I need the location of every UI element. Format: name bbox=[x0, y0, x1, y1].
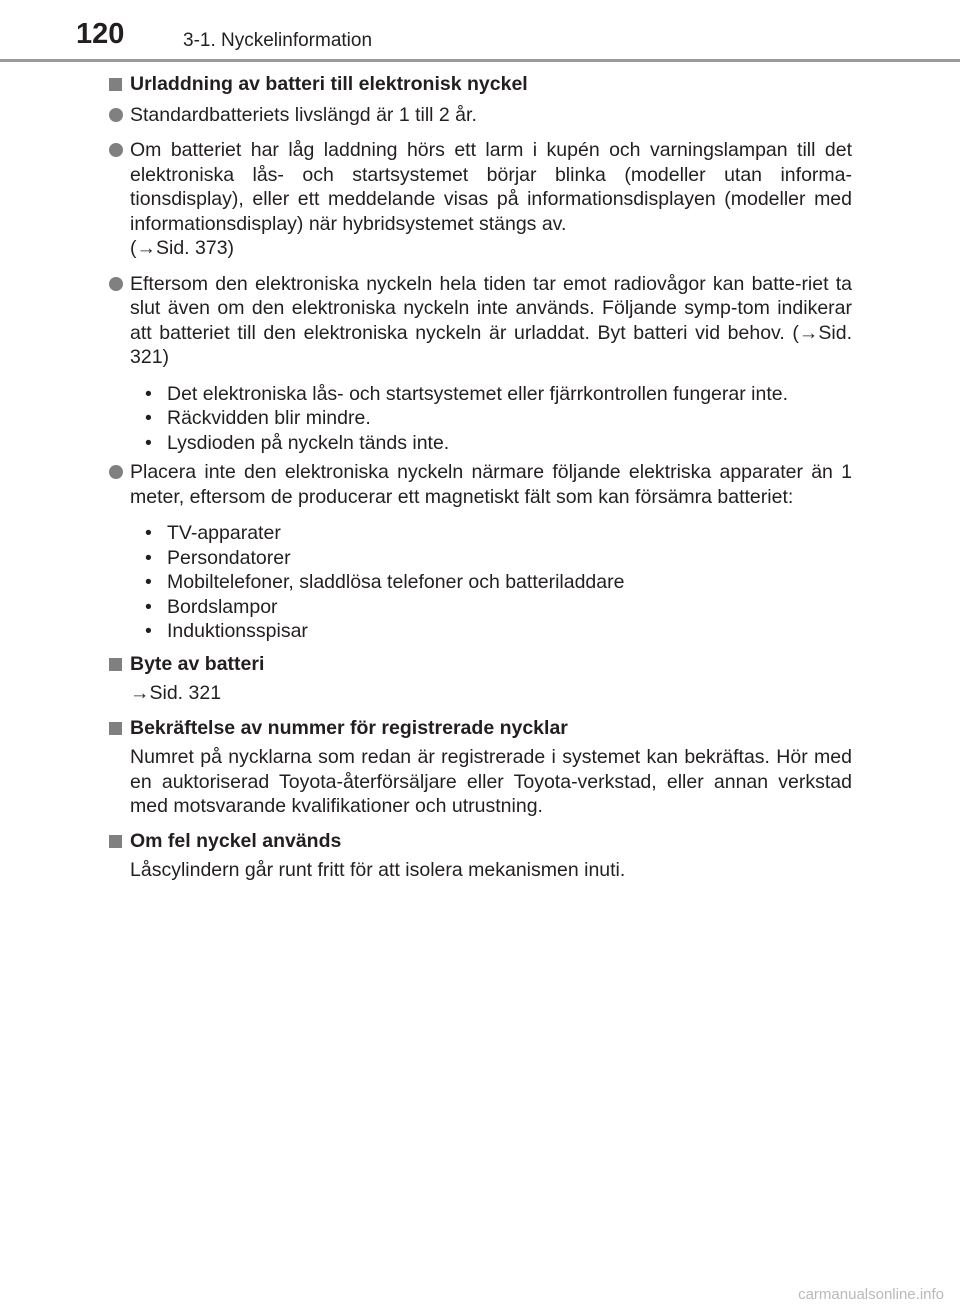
section-heading-text: Urladdning av batteri till elektronisk nyckel bbox=[130, 73, 528, 95]
bullet-icon: • bbox=[145, 571, 152, 593]
list-item: • Induktionsspisar bbox=[145, 620, 308, 642]
square-bullet-icon bbox=[109, 658, 122, 671]
section-heading-text: Byte av batteri bbox=[130, 652, 265, 675]
list-item: • Lysdioden på nyckeln tänds inte. bbox=[145, 431, 450, 454]
list-item: • Det elektroniska lås- och startsystemet eller fjärrkontrollen fungerar inte. bbox=[145, 382, 789, 405]
bullet-icon: • bbox=[145, 431, 152, 454]
section-body: Numret på nycklarna som redan är registrerade i systemet kan bekräftas. Hör med en auktoriserad Toyota-återförsäljare eller Toyota-verkstad, eller annan verkstad med motsvarande kvalifikationer och utrustning. bbox=[130, 746, 852, 817]
square-bullet-icon bbox=[109, 78, 122, 91]
section-body: Låscylindern går runt fritt för att isolera mekanismen inuti. bbox=[130, 859, 626, 881]
list-item bbox=[109, 138, 852, 261]
list-item: • Mobiltelefoner, sladdlösa telefoner och batteriladdare bbox=[145, 571, 625, 593]
section-heading-confirm bbox=[109, 716, 852, 741]
section-heading-replace bbox=[109, 652, 852, 677]
circle-bullet-icon bbox=[109, 465, 123, 479]
watermark: carmanualsonline.info bbox=[798, 1286, 944, 1303]
section-heading-wrong-key bbox=[109, 829, 852, 854]
page-reference: (→Sid. 373) bbox=[130, 237, 235, 259]
list-item-text: Om batteriet har låg laddning hörs ett larm i kupén och varningslampan till det elektroniska lås- och startsystemet börjar blinka (modeller utan informa-tionsdisplay), eller ett meddelande visas på informationsdisplayen (modeller med informationsdisplay) när hybridsystemet stängs av. bbox=[130, 139, 852, 235]
bullet-icon: • bbox=[145, 522, 152, 544]
list-item bbox=[109, 103, 852, 128]
bullet-icon: • bbox=[145, 382, 152, 405]
page-content bbox=[109, 72, 852, 889]
bullet-icon: • bbox=[145, 595, 152, 618]
section-heading-text: Bekräftelse av nummer för registrerade nycklar bbox=[130, 716, 568, 739]
circle-bullet-icon bbox=[109, 108, 123, 122]
page-number: 120 bbox=[76, 18, 125, 50]
list-item-text: Eftersom den elektroniska nyckeln hela tiden tar emot radiovågor kan batte-riet ta slut även om den elektroniska nyckeln inte används. Följande symp-tom indikerar att batteriet till den elektroniska nyckeln är urladdat. Byt batteri vid behov. (→Sid. 321) bbox=[130, 272, 852, 368]
list-item: • Räckvidden blir mindre. bbox=[145, 407, 371, 429]
square-bullet-icon bbox=[109, 722, 122, 735]
bullet-icon: • bbox=[145, 546, 152, 569]
section-heading-battery bbox=[109, 72, 852, 97]
list-item: • TV-apparater bbox=[145, 522, 281, 544]
square-bullet-icon bbox=[109, 835, 122, 848]
list-item-text: Placera inte den elektroniska nyckeln närmare följande elektriska apparater än 1 meter, eftersom de producerar ett magnetiskt fält som kan försämra batteriet: bbox=[130, 461, 852, 508]
appliance-list bbox=[109, 521, 852, 644]
symptom-list bbox=[109, 382, 852, 456]
list-item-text: Standardbatteriets livslängd är 1 till 2 år. bbox=[130, 103, 477, 126]
bullet-icon: • bbox=[145, 620, 152, 642]
bullet-icon: • bbox=[145, 407, 152, 429]
section-heading-text: Om fel nyckel används bbox=[130, 829, 342, 852]
page-header bbox=[0, 0, 960, 62]
chapter-title: 3-1. Nyckelinformation bbox=[183, 30, 373, 51]
list-item bbox=[109, 460, 852, 509]
list-item: • Persondatorer bbox=[145, 546, 291, 569]
header-divider bbox=[0, 59, 960, 62]
circle-bullet-icon bbox=[109, 143, 123, 157]
circle-bullet-icon bbox=[109, 277, 123, 291]
list-item bbox=[109, 272, 852, 370]
section-body: →Sid. 321 bbox=[130, 682, 222, 704]
list-item: • Bordslampor bbox=[145, 595, 278, 618]
